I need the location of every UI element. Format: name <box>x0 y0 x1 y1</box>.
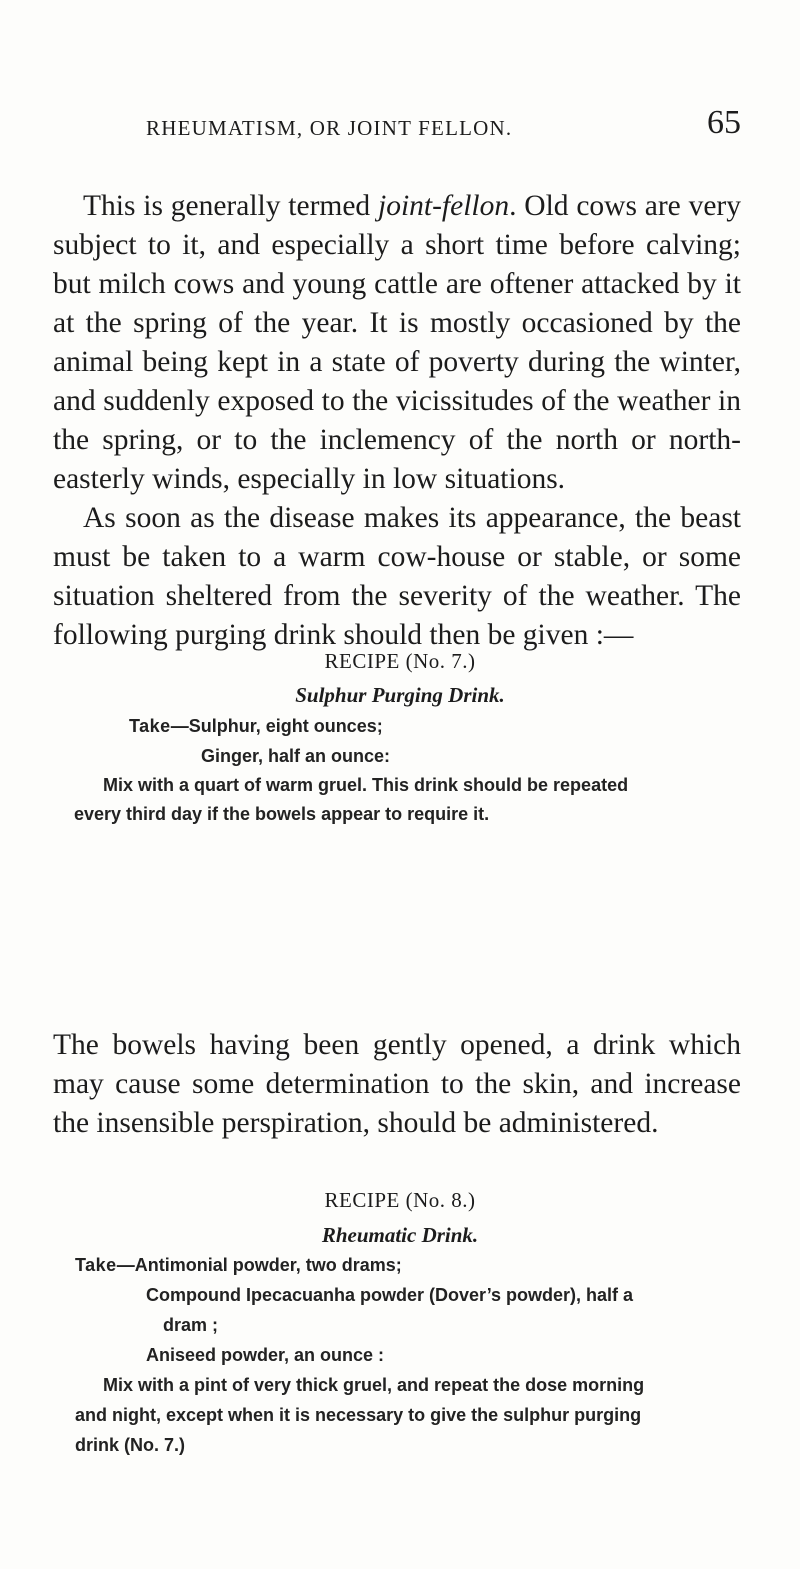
recipe-7-mix-line-2: every third day if the bowels appear to require it. <box>74 804 490 824</box>
recipe-7-take-line <box>129 711 383 741</box>
recipe-7-mix-line-1: Mix with a quart of warm gruel. This drink should be repeated <box>103 775 629 795</box>
recipe-8-mix-line-1: Mix with a pint of very thick gruel, and repeat the dose morning <box>103 1375 645 1395</box>
page-number: 65 <box>707 104 741 141</box>
recipe-7-title: RECIPE (No. 7.) <box>324 649 476 673</box>
take-label: Take <box>75 1255 117 1275</box>
recipe-7-name: Sulphur Purging Drink. <box>295 683 505 707</box>
recipe-8-line-3: Aniseed powder, an ounce : <box>146 1345 385 1365</box>
paragraph-causes-text: . Old cows are very subject to it, and especially a short time before calving; but milch cows and young cattle are oftener attacked by it at the spring of the year. It is mostly occasioned by the animal being kept in a state of poverty during the winter, and suddenly exposed to the vicissitudes of the weather in the spring, or to the inclemency of the north or north-easterly winds, especially in low situations. <box>53 190 741 495</box>
recipe-7-line-2: Ginger, half an ounce: <box>201 746 391 766</box>
recipe-8-line-2a: Compound Ipecacuanha powder (Dover’s powder), half a <box>146 1285 634 1305</box>
paragraph-causes <box>53 187 741 499</box>
running-head <box>146 104 741 158</box>
recipe-8-take-line <box>75 1250 402 1280</box>
recipe-8-title: RECIPE (No. 8.) <box>324 1188 476 1212</box>
running-title: RHEUMATISM, OR JOINT FELLON. <box>146 116 513 140</box>
paragraph-joint-fellon <box>53 187 741 655</box>
recipe-7-line-1: —Sulphur, eight ounces; <box>170 716 383 736</box>
paragraph-rheumatic-drink: The bowels having been gently opened, a drink which may cause some determination to the skin, and increase the insensible perspiration, should be administered. <box>53 1029 741 1139</box>
recipe-8-line-2b: dram ; <box>163 1315 219 1335</box>
take-label: Take <box>129 716 171 736</box>
term-joint-fellon: joint-fellon <box>378 190 510 222</box>
recipe-8-mix-line-3: drink (No. 7.) <box>75 1435 186 1455</box>
recipe-8-mix-line-2: and night, except when it is necessary to give the sulphur purging <box>75 1405 642 1425</box>
recipe-8-line-1: —Antimonial powder, two drams; <box>116 1255 402 1275</box>
paragraph-treatment: As soon as the disease makes its appearance, the beast must be taken to a warm cow-house or stable, or some situation sheltered from the severity of the weather. The following purging drink should then be given :— <box>53 502 741 651</box>
paragraph-intro: This is generally termed <box>83 190 378 222</box>
recipe-8-name: Rheumatic Drink. <box>321 1223 479 1247</box>
